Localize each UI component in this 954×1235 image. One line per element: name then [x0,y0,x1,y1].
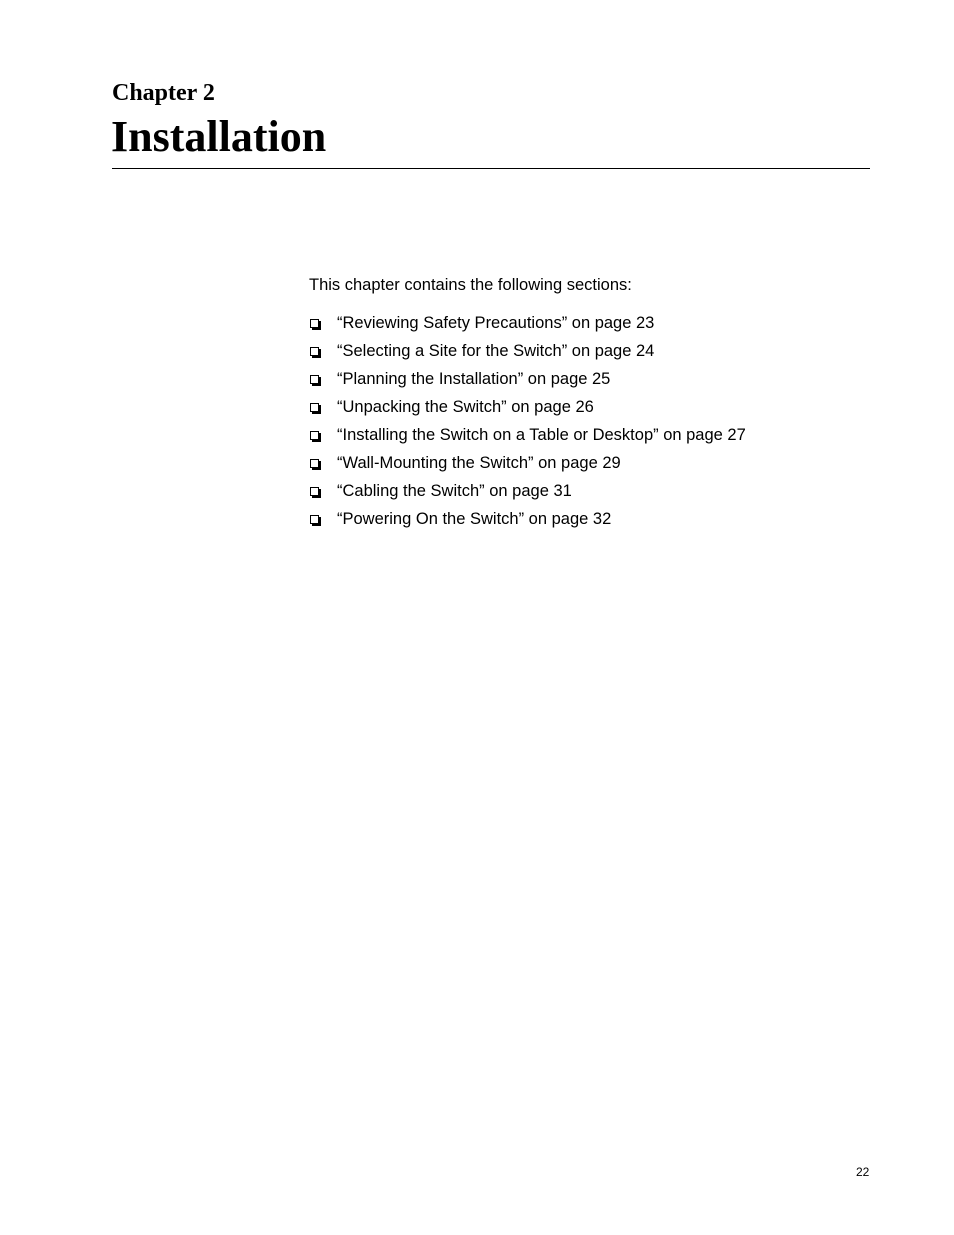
chapter-title: Installation [111,112,327,161]
section-link[interactable]: “Unpacking the Switch” on page 26 [337,398,594,416]
chapter-label: Chapter 2 [112,80,215,106]
checkbox-bullet-icon [309,369,337,389]
section-link[interactable]: “Cabling the Switch” on page 31 [337,482,572,500]
checkbox-bullet-icon [309,425,337,445]
section-link[interactable]: “Selecting a Site for the Switch” on page 24 [337,342,655,360]
section-link[interactable]: “Wall-Mounting the Switch” on page 29 [337,454,621,472]
list-item [309,341,746,369]
section-link[interactable]: “Powering On the Switch” on page 32 [337,510,612,528]
list-item [309,509,746,537]
checkbox-bullet-icon [309,397,337,417]
checkbox-bullet-icon [309,313,337,333]
list-item [309,481,746,509]
list-item [309,369,746,397]
section-list [309,313,746,537]
checkbox-bullet-icon [309,509,337,529]
list-item [309,397,746,425]
intro-text: This chapter contains the following sections: [309,276,632,294]
checkbox-bullet-icon [309,341,337,361]
page-number: 22 [856,1165,870,1179]
list-item [309,453,746,481]
title-divider [112,168,870,169]
list-item [309,425,746,453]
checkbox-bullet-icon [309,453,337,473]
section-link[interactable]: “Installing the Switch on a Table or Desktop” on page 27 [337,426,746,444]
checkbox-bullet-icon [309,481,337,501]
section-link[interactable]: “Reviewing Safety Precautions” on page 23 [337,314,655,332]
list-item [309,313,746,341]
section-link[interactable]: “Planning the Installation” on page 25 [337,370,611,388]
